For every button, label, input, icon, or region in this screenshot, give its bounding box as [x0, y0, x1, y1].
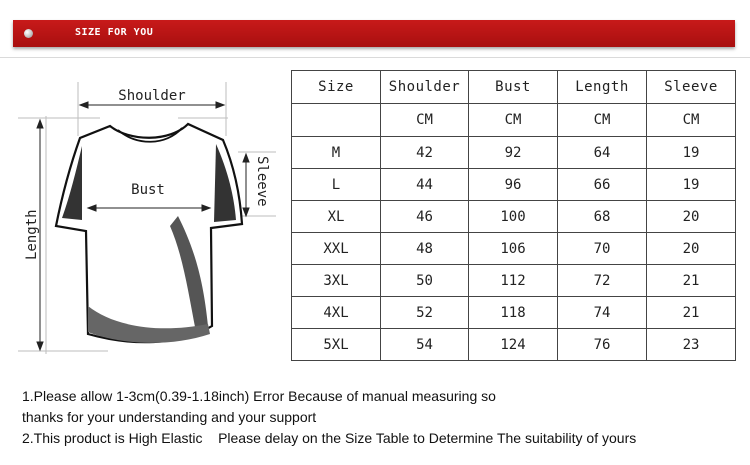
table-row — [292, 201, 736, 233]
table-cell: 92 — [469, 137, 558, 169]
table-row — [292, 137, 736, 169]
note-line: 1.Please allow 1-3cm(0.39-1.18inch) Error Because of manual measuring so — [22, 388, 496, 404]
table-cell: 5XL — [292, 329, 381, 361]
table-cell: 44 — [381, 169, 469, 201]
table-cell: 54 — [381, 329, 469, 361]
table-cell: 52 — [381, 297, 469, 329]
header-cell-bust: Bust — [469, 71, 558, 104]
table-cell: 112 — [469, 265, 558, 297]
title-banner — [13, 20, 735, 47]
table-row — [292, 265, 736, 297]
table-cell: 42 — [381, 137, 469, 169]
unit-cell: CM — [469, 104, 558, 137]
table-cell: 50 — [381, 265, 469, 297]
table-cell: 48 — [381, 233, 469, 265]
tshirt-outline — [56, 124, 242, 342]
tshirt-measurement-diagram — [18, 76, 280, 360]
unit-cell: CM — [647, 104, 736, 137]
length-label: Length — [24, 209, 40, 260]
table-row — [292, 169, 736, 201]
table-cell: 124 — [469, 329, 558, 361]
table-cell: L — [292, 169, 381, 201]
table-cell: 72 — [558, 265, 647, 297]
unit-cell: CM — [558, 104, 647, 137]
table-cell: 100 — [469, 201, 558, 233]
table-cell: 96 — [469, 169, 558, 201]
header-cell-length: Length — [558, 71, 647, 104]
header-cell-size: Size — [292, 71, 381, 104]
table-cell: 66 — [558, 169, 647, 201]
table-cell: 64 — [558, 137, 647, 169]
table-cell: 46 — [381, 201, 469, 233]
table-row — [292, 329, 736, 361]
sleeve-label: Sleeve — [254, 156, 270, 207]
table-cell: 76 — [558, 329, 647, 361]
table-cell: 20 — [647, 233, 736, 265]
table-cell: 20 — [647, 201, 736, 233]
table-cell: M — [292, 137, 381, 169]
header-cell-sleeve: Sleeve — [647, 71, 736, 104]
table-cell: 70 — [558, 233, 647, 265]
bust-label: Bust — [131, 182, 165, 198]
table-row — [292, 297, 736, 329]
bullet-icon — [24, 29, 33, 38]
size-notes — [22, 386, 636, 449]
table-cell: 118 — [469, 297, 558, 329]
unit-cell — [292, 104, 381, 137]
header-cell-shoulder: Shoulder — [381, 71, 469, 104]
table-cell: XXL — [292, 233, 381, 265]
table-unit-row — [292, 104, 736, 137]
banner-title: SIZE FOR YOU — [75, 27, 154, 38]
size-table — [291, 70, 736, 361]
divider — [0, 57, 750, 58]
note-line: 2.This product is High Elastic Please delay on the Size Table to Determine The suitability of yours — [22, 430, 637, 446]
table-cell: 23 — [647, 329, 736, 361]
table-cell: 19 — [647, 137, 736, 169]
table-cell: 21 — [647, 265, 736, 297]
table-header-row — [292, 71, 736, 104]
shoulder-label: Shoulder — [118, 88, 186, 104]
table-cell: 3XL — [292, 265, 381, 297]
unit-cell: CM — [381, 104, 469, 137]
table-cell: 68 — [558, 201, 647, 233]
table-row — [292, 233, 736, 265]
table-cell: 106 — [469, 233, 558, 265]
table-cell: 74 — [558, 297, 647, 329]
table-cell: 21 — [647, 297, 736, 329]
note-line: thanks for your understanding and your support — [22, 409, 317, 425]
table-cell: 19 — [647, 169, 736, 201]
table-cell: XL — [292, 201, 381, 233]
table-cell: 4XL — [292, 297, 381, 329]
sleeve-arrow — [243, 154, 249, 216]
